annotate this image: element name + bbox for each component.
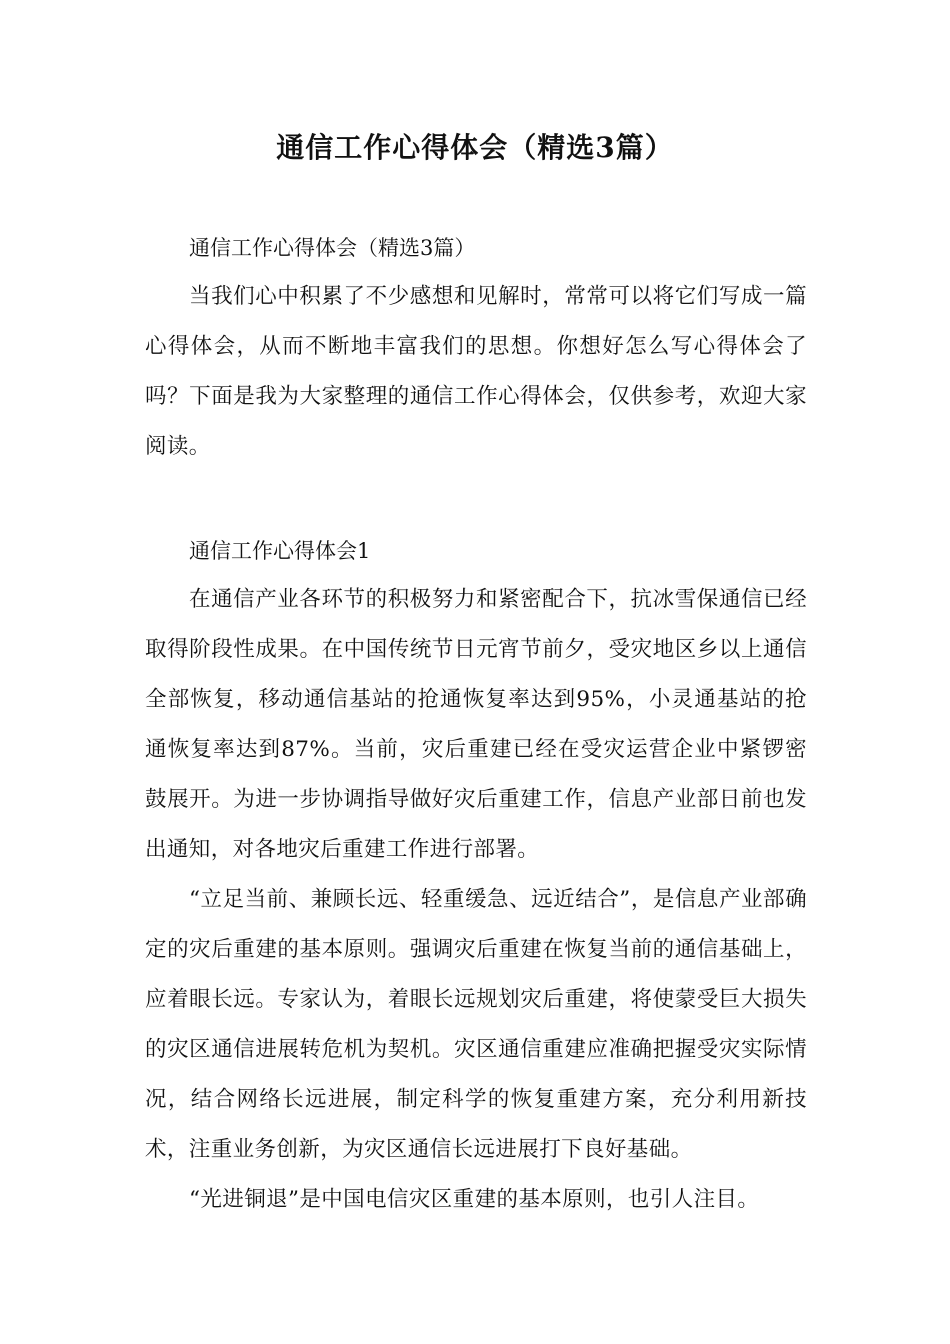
- section-1-paragraph-2: “立足当前、兼顾长远、轻重缓急、远近结合”，是信息产业部确定的灾后重建的基本原则。强调灾后重建在恢复当前的通信基础上，应着眼长远。专家认为，着眼长远规划灾后重建，将使蒙受巨大损失的灾区通信进展转危机为契机。灾区通信重建应准确把握受灾实际情况，结合网络长远进展，制定科学的恢复重建方案，充分利用新技术，注重业务创新，为灾区通信长远进展打下良好基础。: [145, 887, 807, 1162]
- section-1-heading: 通信工作心得体会1: [189, 539, 371, 563]
- section-1: [145, 535, 807, 1225]
- intro-paragraph: 当我们心中积累了不少感想和见解时，常常可以将它们写成一篇心得体会，从而不断地丰富我们的思想。你想好怎么写心得体会了吗？下面是我为大家整理的通信工作心得体会，仅供参考，欢迎大家阅读。: [145, 284, 807, 459]
- section-1-paragraph-1: 在通信产业各环节的积极努力和紧密配合下，抗冰雪保通信已经取得阶段性成果。在中国传统节日元宵节前夕，受灾地区乡以上通信全部恢复，移动通信基站的抢通恢复率达到95%，小灵通基站的抢通恢复率达到87%。当前，灾后重建已经在受灾运营企业中紧锣密鼓展开。为进一步协调指导做好灾后重建工作，信息产业部日前也发出通知，对各地灾后重建工作进行部署。: [145, 587, 807, 862]
- section-1-paragraph-3: “光进铜退”是中国电信灾区重建的基本原则，也引人注目。: [189, 1187, 760, 1212]
- intro-block: [145, 232, 807, 472]
- document-title: 通信工作心得体会（精选3篇）: [276, 131, 674, 164]
- intro-heading: 通信工作心得体会（精选3篇）: [189, 236, 476, 260]
